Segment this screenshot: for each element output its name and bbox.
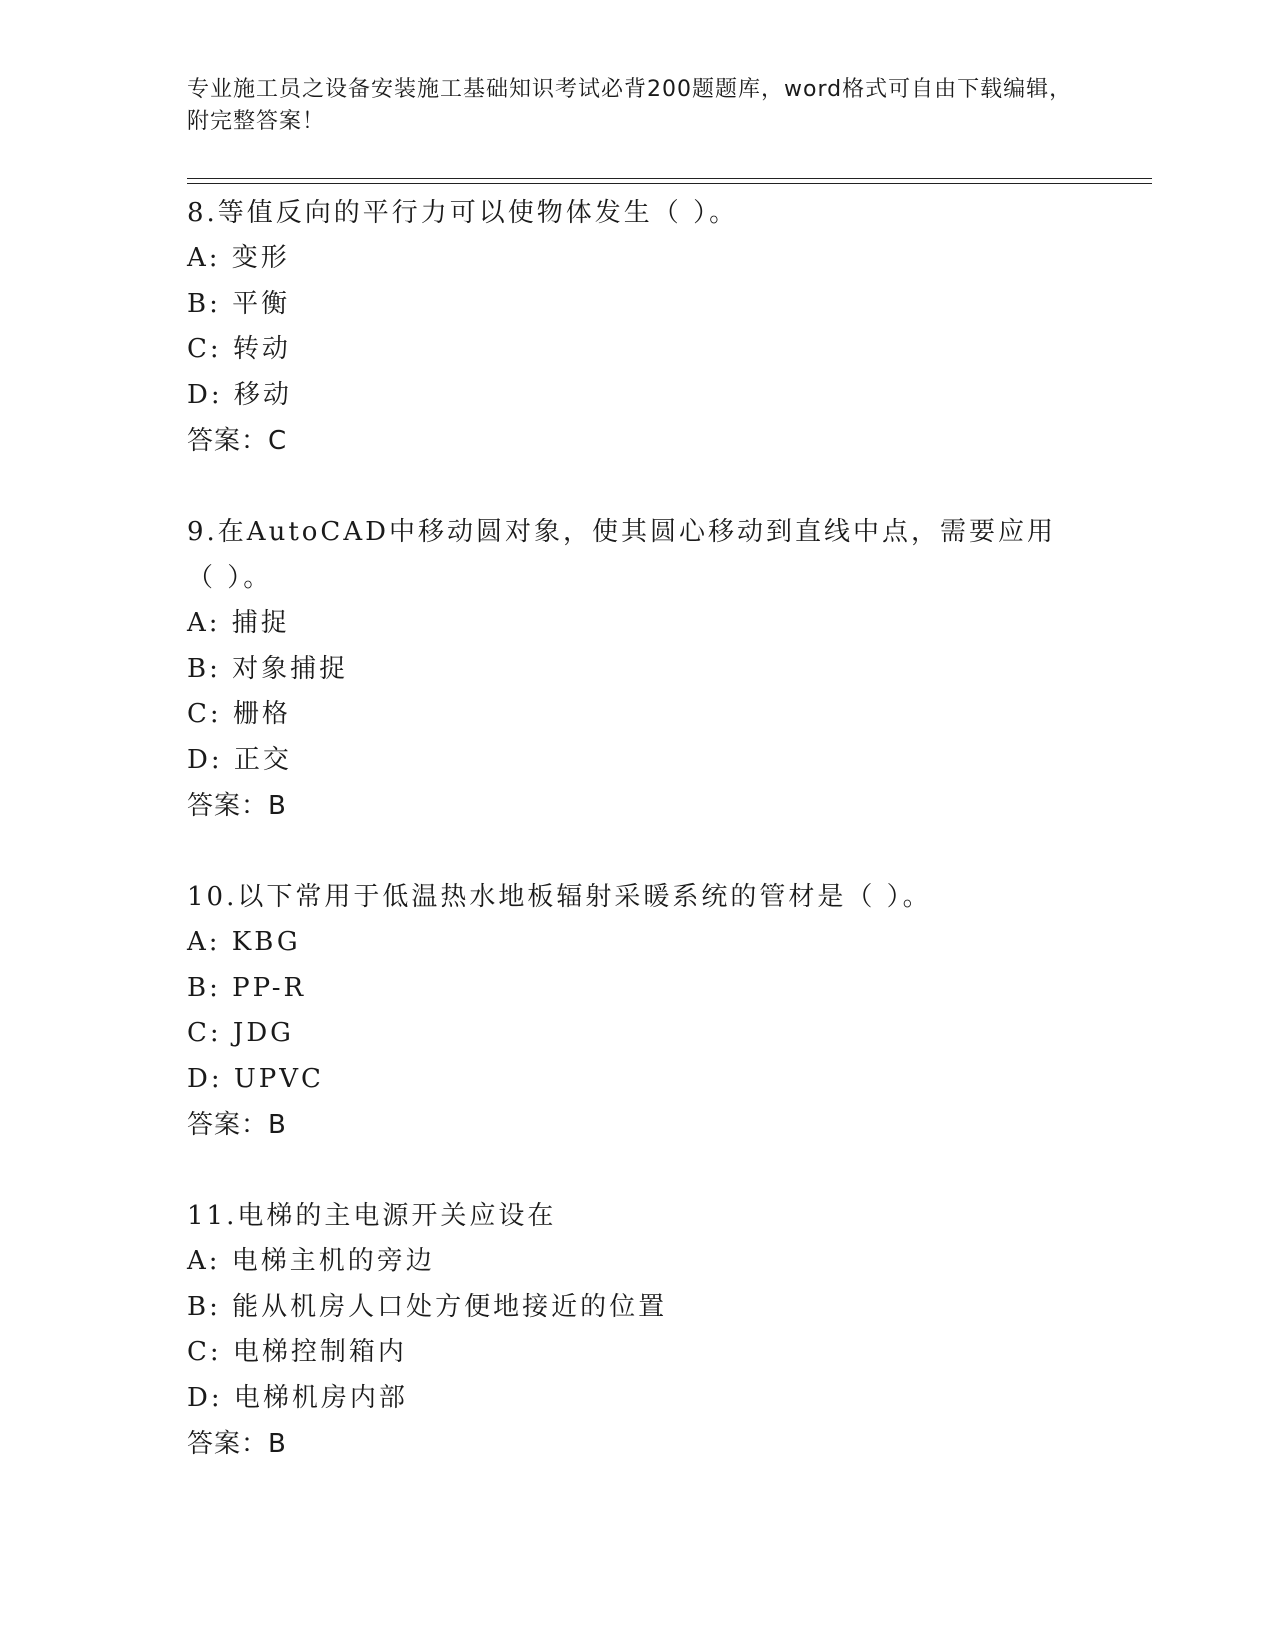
option-a: A: 电梯主机的旁边	[187, 1246, 435, 1276]
option-a: A: 变形	[187, 243, 290, 273]
question-11	[187, 1193, 1067, 1467]
option-d: D: 电梯机房内部	[187, 1382, 408, 1413]
question-10	[187, 874, 1067, 1148]
option-d: D: 正交	[187, 744, 292, 775]
header-rule-bottom	[187, 183, 1152, 184]
option-b: B: 平衡	[187, 288, 291, 319]
option-a: A: 捕捉	[187, 608, 290, 638]
question-stem: 8.等值反向的平行力可以使物体发生（ ）。	[187, 198, 739, 228]
option-a: A: KBG	[187, 927, 301, 957]
page-header	[187, 74, 1077, 138]
question-list	[187, 190, 1067, 1512]
option-c: C: 转动	[187, 334, 291, 364]
question-8	[187, 190, 1067, 464]
answer-line: 答案：B	[187, 791, 287, 821]
question-stem: 9.在AutoCAD中移动圆对象，使其圆心移动到直线中点，需要应用（ ）。	[187, 517, 1056, 593]
header-rule-top	[187, 178, 1152, 179]
option-b: B: PP-R	[187, 972, 307, 1003]
answer-line: 答案：C	[187, 426, 288, 456]
option-b: B: 对象捕捉	[187, 653, 349, 684]
option-b: B: 能从机房人口处方便地接近的位置	[187, 1291, 668, 1322]
answer-line: 答案：B	[187, 1110, 287, 1140]
header-title: 专业施工员之设备安装施工基础知识考试必背200题题库，word格式可自由下载编辑，附完整答案！	[187, 77, 1073, 134]
question-9	[187, 509, 1067, 829]
question-stem: 11.电梯的主电源开关应设在	[187, 1201, 557, 1231]
question-stem: 10.以下常用于低温热水地板辐射采暖系统的管材是（ ）。	[187, 882, 932, 912]
option-d: D: 移动	[187, 379, 292, 410]
option-c: C: JDG	[187, 1018, 294, 1048]
option-c: C: 栅格	[187, 699, 291, 729]
answer-line: 答案：B	[187, 1429, 287, 1459]
option-d: D: UPVC	[187, 1063, 324, 1094]
option-c: C: 电梯控制箱内	[187, 1337, 407, 1367]
